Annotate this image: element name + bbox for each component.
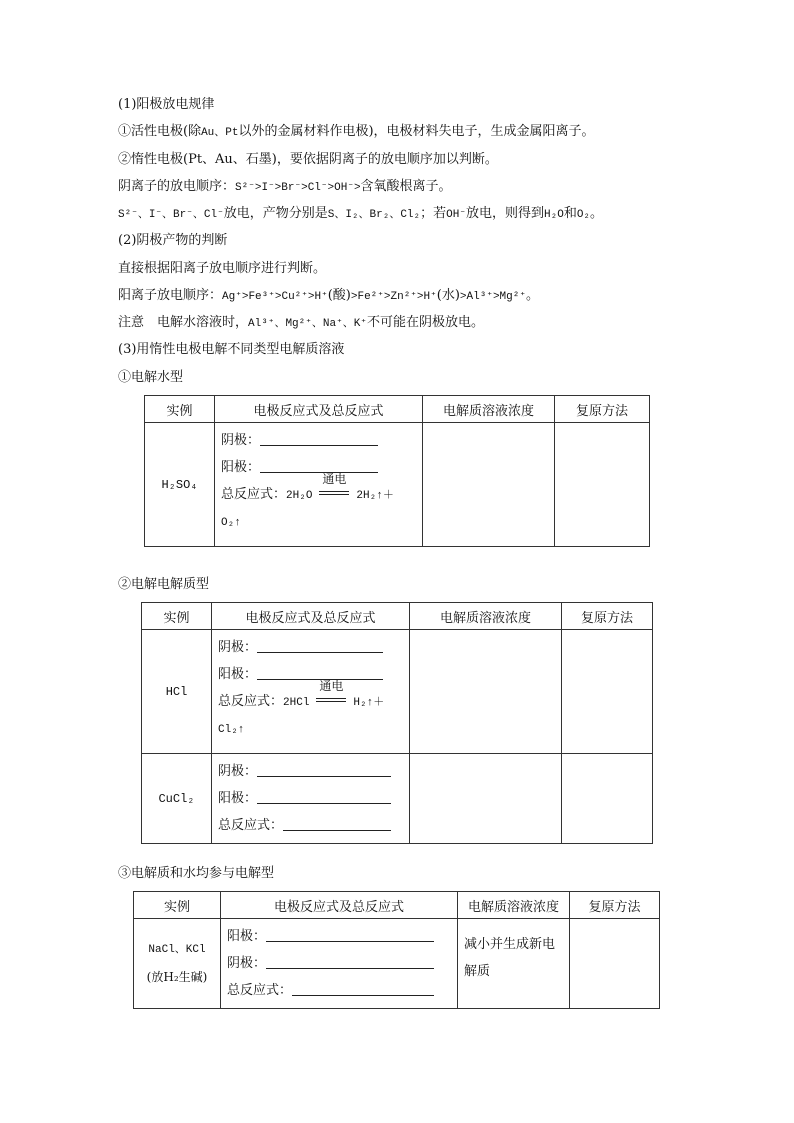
total-lhs: 2HCl [283,697,310,709]
section-2-title: (2)阴极产物的判断 [118,233,228,248]
anode-label: 阳极： [227,929,267,944]
note-ions: Al³⁺、Mg²⁺、Na⁺、K⁺ [248,318,367,330]
anion-order-tail: 含氧酸根离子。 [360,179,452,194]
example-h2so4: H₂SO₄ [145,423,215,547]
note-text-1: 电解水溶液时， [157,315,249,330]
reaction-cell [212,630,410,754]
header-concentration: 电解质溶液浓度 [410,603,562,630]
cathode-blank[interactable] [260,429,378,446]
products-h2o: H₂O [544,209,564,221]
header-reactions: 电极反应式及总反应式 [212,603,410,630]
total-blank[interactable] [283,814,391,831]
total-label: 总反应式： [221,487,287,502]
type1-table [144,395,650,547]
reaction-cell [212,754,410,844]
type1-title: ①电解水型 [118,370,184,385]
products-o2: O₂ [576,209,591,221]
header-example: 实例 [134,892,221,919]
products-text-4: 和 [563,206,577,221]
anode-label: 阳极： [218,791,258,806]
example-cucl2: CuCl₂ [142,754,212,844]
cation-end: 。 [525,288,539,303]
reaction-cell [215,423,423,547]
anion-order-label: 阴离子的放电顺序： [118,179,236,194]
active-rule-a: ①活性电极(除 [118,124,202,139]
anion-order-sequence: S²⁻>I⁻>Br⁻>Cl⁻>OH⁻> [235,182,361,194]
total-rhs: H₂↑＋ [353,697,385,709]
cation-acid: (酸) [327,288,351,303]
type3-title: ③电解质和水均参与电解型 [118,866,275,881]
note-label: 注意 [118,315,145,330]
products-text-1: 放电，产物分别是 [223,206,328,221]
cathode-blank[interactable] [266,952,434,969]
anion-list: S²⁻、I⁻、Br⁻、Cl⁻ [118,209,224,221]
products-text-2: ；若 [420,206,447,221]
products-text-5: 。 [590,206,604,221]
restore-cell[interactable] [562,630,653,754]
note-text-2: 不可能在阴极放电。 [366,315,484,330]
header-reactions: 电极反应式及总反应式 [215,396,423,423]
restore-cell[interactable] [562,754,653,844]
inert-electrode-rule: ②惰性电极(Pt、Au、石墨)，要依据阴离子的放电顺序加以判断。 [118,152,498,167]
anode-blank[interactable] [266,925,434,942]
header-example: 实例 [145,396,215,423]
cathode-label: 阴极： [227,956,267,971]
total-label: 总反应式： [218,818,284,833]
products-text-3: 放电，则得到 [465,206,544,221]
anode-blank[interactable] [257,663,383,680]
example-nacl-kcl [134,919,221,1009]
electrolysis-condition [316,472,352,500]
cathode-blank[interactable] [257,636,383,653]
cation-order-label: 阳离子放电顺序： [118,288,223,303]
cation-order [118,288,539,305]
total-lhs: 2H₂O [286,490,313,502]
note-line [118,315,484,332]
header-reactions: 电极反应式及总反应式 [221,892,458,919]
header-restore: 复原方法 [570,892,660,919]
cation-seq-2: >Fe²⁺>Zn²⁺>H⁺ [350,291,437,303]
condition-label: 通电 [319,679,344,693]
concentration-cell: 减小并生成新电解质 [458,919,570,1009]
total-continued: Cl₂↑ [218,724,245,736]
header-concentration: 电解质溶液浓度 [423,396,555,423]
example-hcl: HCl [142,630,212,754]
products-list: S、I₂、Br₂、Cl₂ [327,209,421,221]
anode-label: 阳极： [221,460,261,475]
example-note: (放H₂生碱) [146,969,208,984]
section-1-title: (1)阳极放电规律 [118,97,215,112]
header-example: 实例 [142,603,212,630]
restore-cell[interactable] [570,919,660,1009]
restore-cell[interactable] [555,423,650,547]
cation-seq-3: >Al³⁺>Mg²⁺ [459,291,526,303]
active-rule-metals: Au、Pt [201,127,239,139]
anode-blank[interactable] [257,787,391,804]
section-3-title: (3)用惰性电极电解不同类型电解质溶液 [118,342,345,357]
total-continued: O₂↑ [221,517,241,529]
header-restore: 复原方法 [562,603,653,630]
concentration-cell[interactable] [423,423,555,547]
anode-blank[interactable] [260,456,378,473]
concentration-cell[interactable] [410,754,562,844]
example-salts: NaCl、KCl [148,943,206,956]
cathode-label: 阴极： [221,433,261,448]
cation-water: (水) [436,288,460,303]
type2-table [141,602,653,844]
products-oh: OH⁻ [446,209,466,221]
total-label: 总反应式： [218,694,284,709]
total-rhs: 2H₂↑＋ [356,490,394,502]
header-concentration: 电解质溶液浓度 [458,892,570,919]
type3-table [133,891,660,1009]
active-rule-c: 以外的金属材料作电极)，电极材料失电子，生成金属阳离子。 [238,124,595,139]
anode-label: 阳极： [218,667,258,682]
cathode-blank[interactable] [257,760,391,777]
header-restore: 复原方法 [555,396,650,423]
cathode-label: 阴极： [218,764,258,779]
cathode-label: 阴极： [218,640,258,655]
active-electrode-rule [118,124,595,141]
electrolysis-condition [313,679,349,707]
cation-seq-1: Ag⁺>Fe³⁺>Cu²⁺>H⁺ [222,291,328,303]
concentration-cell[interactable] [410,630,562,754]
type2-title: ②电解电解质型 [118,577,210,592]
direct-judgement: 直接根据阳离子放电顺序进行判断。 [118,261,327,276]
total-label: 总反应式： [227,983,293,998]
reaction-cell [221,919,458,1009]
anion-products [118,206,603,223]
anion-order [118,179,452,196]
condition-label: 通电 [322,472,347,486]
total-blank[interactable] [292,979,434,996]
